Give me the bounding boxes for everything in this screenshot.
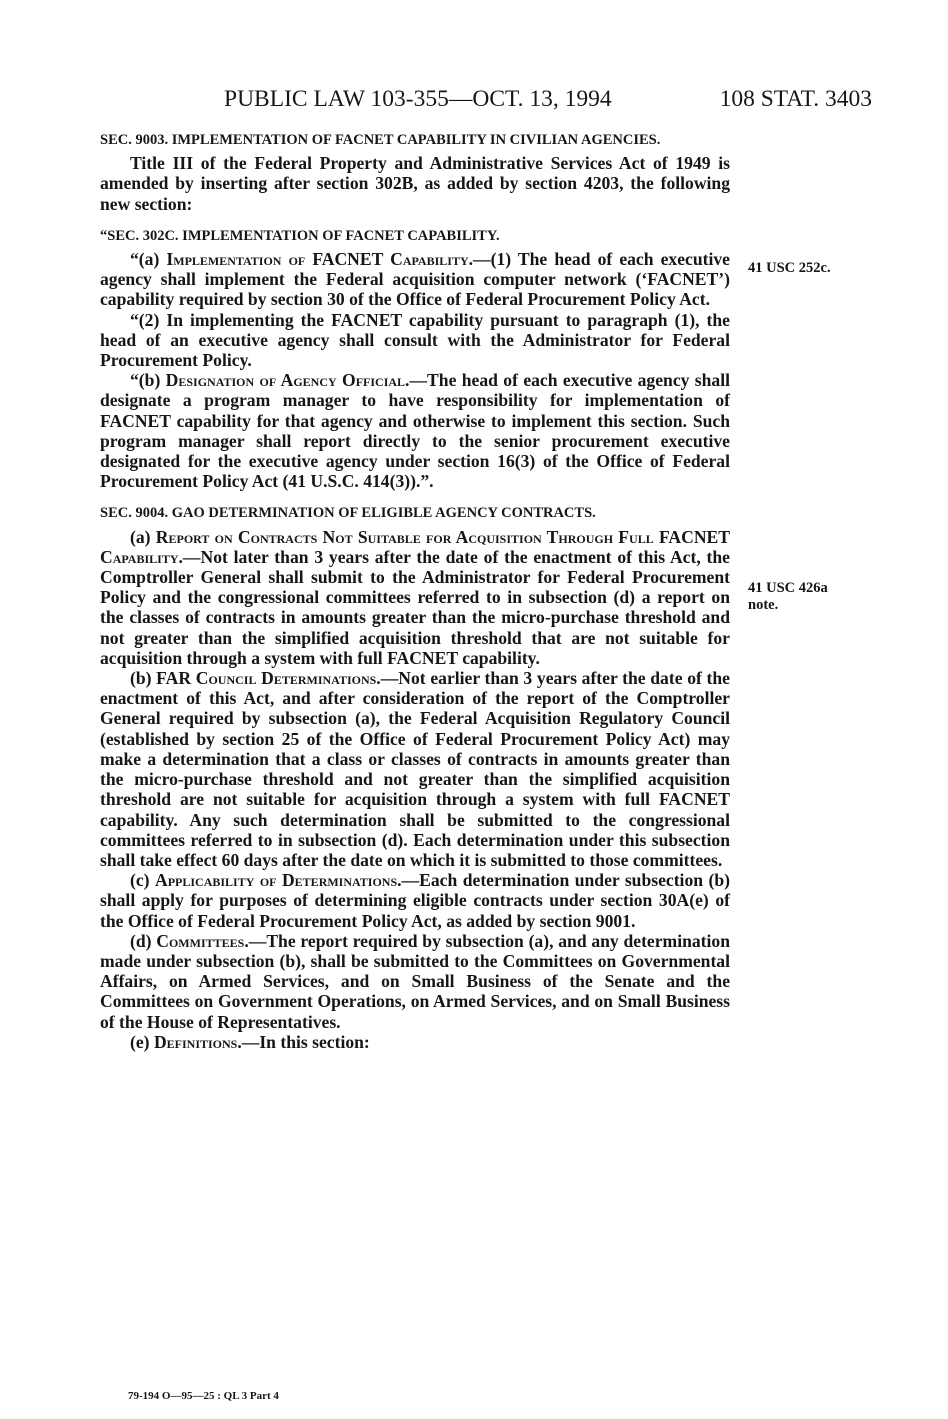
- statute-page-number: 108 STAT. 3403: [719, 86, 872, 112]
- subsection-caption: Committees.: [156, 930, 249, 951]
- section-9004-subsection-e: [100, 1032, 730, 1052]
- margin-note-302c: 41 USC 252c.: [748, 260, 831, 276]
- section-9004-subsection-c: [100, 870, 730, 931]
- section-9004-subsection-b: [100, 668, 730, 870]
- subsection-number: (a): [130, 526, 156, 547]
- running-header: [100, 86, 872, 116]
- section-9004-subsection-d: [100, 931, 730, 1032]
- subsection-caption: Designation of Agency Official.: [165, 370, 410, 391]
- subsection-caption: Definitions.: [153, 1031, 242, 1052]
- subsection-text: —The report required by subsection (a), and any determination made under subsection (b), shall be submitted to the Committees on Governmental Affairs, on Armed Services, and on Small Business of the Senate and the Committees on Government Operations, on Armed Services, and on Small Business of the House of Representatives.: [100, 930, 731, 1032]
- section-302c-heading: “SEC. 302C. IMPLEMENTATION OF FACNET CAPABILITY.: [100, 227, 500, 244]
- section-302c-subsection-a: [100, 249, 730, 310]
- section-302c-subsection-b: [100, 370, 730, 491]
- subsection-caption: Implementation of FACNET Capability.: [166, 249, 474, 270]
- subsection-number: “(a): [130, 249, 167, 270]
- document-body: [100, 130, 730, 1052]
- subsection-number: “(b): [130, 370, 166, 391]
- subsection-text: —Each determination under subsection (b) shall apply for purposes of determining eligible contracts under section 30A(e) of the Office of Federal Procurement Policy Act, as added by section 9001.: [100, 870, 730, 931]
- section-9004-heading: SEC. 9004. GAO DETERMINATION OF ELIGIBLE AGENCY CONTRACTS.: [100, 505, 596, 522]
- section-302c-paragraph-2: “(2) In implementing the FACNET capability pursuant to paragraph (1), the head of an executive agency shall consult with the Administrator for Federal Procurement Policy.: [100, 309, 730, 371]
- subsection-number: (c): [130, 870, 155, 891]
- margin-note-9004: 41 USC 426a note.: [748, 580, 828, 613]
- subsection-text: —Not earlier than 3 years after the date of the enactment of this Act, and after consideration of the report of the Comptroller General required by subsection (a), the Federal Acquisition Regulatory Council (established by section 25 of the Office of Federal Procurement Policy Act) may make a determination that a class or classes of contracts in amounts greater than the micro-purchase threshold and not greater than the simplified acquisition threshold are not suitable for acquisition through a system with full FACNET capability. Any such determination shall be submitted to the congressional committees referred to in subsection (d). Each determination under this subsection shall take effect 60 days after the date on which it is submitted to those committees.: [100, 668, 730, 870]
- section-9003-heading: SEC. 9003. IMPLEMENTATION OF FACNET CAPABILITY IN CIVILIAN AGENCIES.: [100, 132, 661, 148]
- subsection-caption: Report on Contracts Not Suitable for Acquisition Through Full FACNET Capability.: [100, 526, 731, 567]
- section-9003-intro: Title III of the Federal Property and Administrative Services Act of 1949 is amended by inserting after section 302B, as added by section 4203, the following new section:: [100, 153, 730, 214]
- subsection-text: —The head of each executive agency shall designate a program manager to have responsibility for implementation of FACNET capability for that agency and otherwise to implement this section. Such program manager shall report directly to the senior procurement executive designated for the executive agency under section 16(3) of the Office of Federal Procurement Policy Act (41 U.S.C. 414(3)).”.: [100, 370, 730, 492]
- subsection-text: —(1) The head of each executive agency shall implement the Federal acquisition computer network (‘FACNET’) capability required by section 30 of the Office of Federal Procurement Policy Act.: [100, 249, 730, 310]
- subsection-number: (d): [130, 930, 157, 951]
- subsection-number: (e): [130, 1031, 154, 1052]
- subsection-number: (b) FAR: [130, 668, 196, 689]
- section-9004-subsection-a: [100, 527, 730, 668]
- public-law-citation: PUBLIC LAW 103-355—OCT. 13, 1994: [224, 86, 612, 112]
- subsection-caption: Council Determinations.: [195, 668, 381, 689]
- subsection-caption: Applicability of Determinations.: [155, 870, 402, 891]
- subsection-text: —In this section:: [241, 1031, 370, 1052]
- subsection-text: —Not later than 3 years after the date of the enactment of this Act, the Comptroller General shall submit to the Administrator for Federal Procurement Policy and the congressional committees referred to in subsection (d) a report on the classes of contracts in amounts greater than the micro-purchase threshold and not greater than the simplified acquisition threshold that are not suitable for acquisition through a system with full FACNET capability.: [100, 546, 730, 668]
- print-job-code: 79-194 O—95—25 : QL 3 Part 4: [128, 1390, 279, 1402]
